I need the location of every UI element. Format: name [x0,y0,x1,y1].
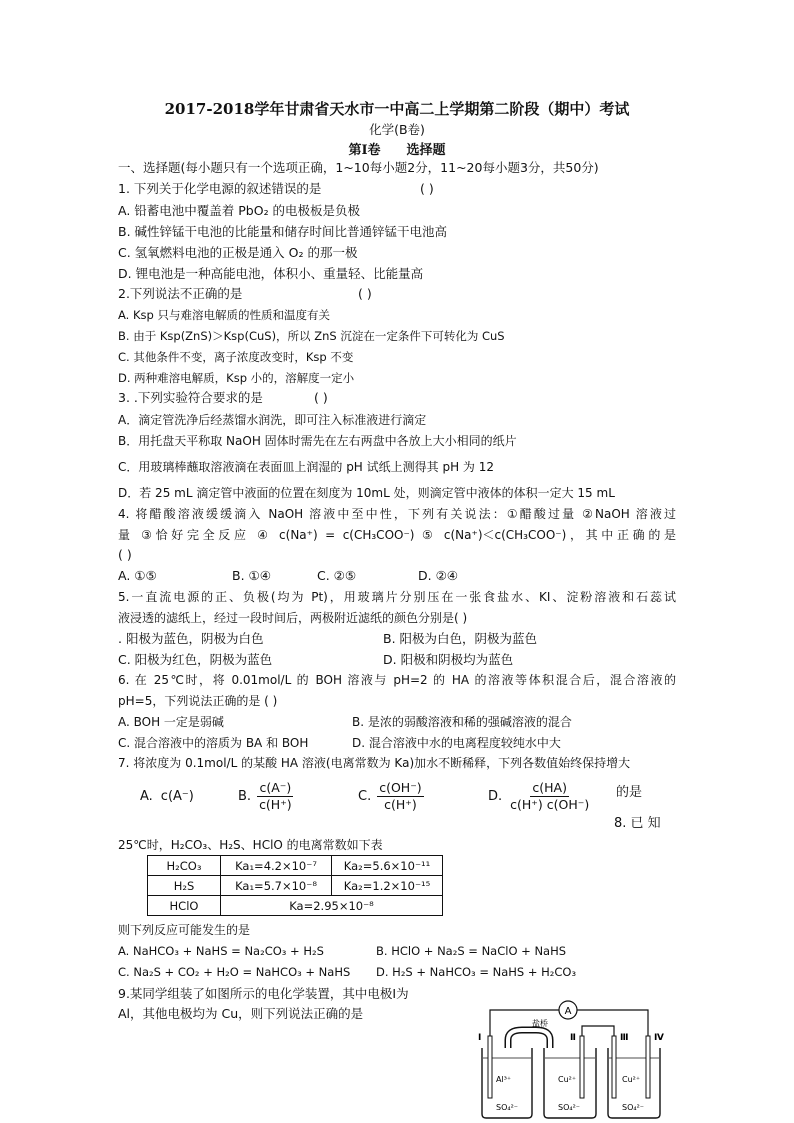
q1-answer-blank: ( ) [420,181,434,196]
q4-line3: ( ) [118,547,132,562]
q7-stem: 7. 将浓度为 0.1mol/L 的某酸 HA 溶液(电离常数为 Ka)加水不断稀释，下列各数值始终保持增大 [118,756,631,770]
q3-option-b: B．用托盘天平称取 NaOH 固体时需先在左右两盘中各放上大小相同的纸片 [118,434,517,448]
electrode-3 [612,1036,616,1098]
wire-middle [582,1026,614,1036]
table-cell: Ka₁=4.2×10⁻⁷ [221,856,332,876]
q2-option-b: B. 由于 Ksp(ZnS)＞Ksp(CuS)，所以 ZnS 沉淀在一定条件下可转化为 CuS [118,329,505,343]
table-cell: Ka₂=1.2×10⁻¹⁵ [332,876,443,896]
beaker-3-anion: SO₄²⁻ [622,1103,645,1112]
q8-after: 则下列反应可能发生的是 [118,923,251,937]
table-cell: Ka₁=5.7×10⁻⁸ [221,876,332,896]
q4-option-b: B. ①④ [232,568,271,583]
q5-option-b: B. 阳极为白色，阴极为蓝色 [383,631,538,646]
electrode-1-label: Ⅰ [478,1033,482,1043]
electrode-4-label: Ⅳ [654,1033,664,1043]
q8-option-a: A. NaHCO₃ + NaHS = Na₂CO₃ + H₂S [118,944,324,958]
q7-tail: 的是 [616,784,643,800]
section-heading [0,139,794,158]
q9-line1: 9.某同学组装了如图所示的电化学装置，其中电极Ⅰ为 [118,986,409,1001]
q2-answer-blank: ( ) [358,286,372,301]
q1-stem-text: 1. 下列关于化学电源的叙述错误的是 [118,181,322,196]
table-cell: H₂CO₃ [148,856,221,876]
q5-option-c: C. 阳极为红色，阴极为蓝色 [118,652,273,667]
q6-option-c: C. 混合溶液中的溶质为 BA 和 BOH [118,736,309,750]
instructions: 一、选择题(每小题只有一个选项正确，1~10每小题2分，11~20每小题3分，共50分) [118,160,599,175]
q3-stem-text: 3. .下列实验符合要求的是 [118,390,263,405]
q7-b-label: B. [238,788,252,804]
q7-a-label: A. [140,788,153,804]
q5-option-a: . 阳极为蓝色，阴极为白色 [118,631,264,646]
q3-stem [118,390,328,406]
q3-option-a: A．滴定管洗净后经蒸馏水润洗，即可注入标准液进行滴定 [118,413,427,427]
q5-line2: 液浸透的滤纸上，经过一段时间后，两极附近滤纸的颜色分别是( ) [118,611,468,625]
q3-answer-blank: ( ) [314,390,328,405]
table-cell: Ka=2.95×10⁻⁸ [221,896,443,916]
q9-line2: Al，其他电极均为 Cu，则下列说法正确的是 [118,1006,364,1021]
q1-option-c: C. 氢氧燃料电池的正极是通入 O₂ 的那一极 [118,245,358,260]
q6-line1: 6. 在 25℃时，将 0.01mol/L 的 BOH 溶液与 pH=2 的 HA 的溶液等体积混合后，混合溶液的 [118,673,676,687]
q4-option-c: C. ②⑤ [317,568,357,583]
q7-d-denominator: c(H⁺) c(OH⁻) [510,796,590,812]
q2-option-c: C. 其他条件不变，离子浓度改变时，Ksp 不变 [118,350,354,364]
q7-d-fraction [508,780,591,813]
beaker-2-cation: Cu²⁺ [558,1075,577,1084]
table-row [148,856,443,876]
beaker-1-anion: SO₄²⁻ [496,1103,519,1112]
q7-c-fraction [377,780,423,813]
ammeter-label: A [564,1006,572,1017]
q4-line2: 量 ③恰好完全反应 ④ c(Na⁺) = c(CH₃COO⁻) ⑤ c(Na⁺)＜c(CH₃COO⁻)，其中正确的是 [118,528,676,542]
q7-c-label: C. [358,788,372,804]
q8-option-c: C. Na₂S + CO₂ + H₂O = NaHCO₃ + NaHS [118,965,351,979]
table-cell: Ka₂=5.6×10⁻¹¹ [332,856,443,876]
q2-option-d: D. 两种难溶电解质，Ksp 小的，溶解度一定小 [118,371,355,385]
q7-option-c [358,776,424,816]
q7-b-fraction [257,780,294,813]
electrochemical-apparatus-diagram [470,996,680,1121]
q7-c-numerator: c(OH⁻) [379,779,422,795]
q3-option-c: C．用玻璃棒蘸取溶液滴在表面皿上润湿的 pH 试纸上测得其 pH 为 12 [118,460,495,474]
electrode-3-label: Ⅲ [620,1033,629,1043]
q8-option-d: D. H₂S + NaHCO₃ = NaHS + H₂CO₃ [376,965,577,979]
electrode-1 [488,1036,492,1098]
q6-option-a: A. BOH 一定是弱碱 [118,715,224,729]
beaker-2-anion: SO₄²⁻ [558,1103,581,1112]
q8-option-b: B. HClO + Na₂S = NaClO + NaHS [376,944,567,958]
ionization-constant-table [147,855,443,916]
salt-bridge-label: 盐桥 [532,1019,548,1028]
electrode-2 [580,1036,584,1098]
q5-line1: 5.一直流电源的正、负极(均为 Pt)，用玻璃片分别压在一张食盐水、KI、淀粉溶液和石蕊试 [118,590,676,604]
q1-option-d: D. 锂电池是一种高能电池，体积小、重量轻、比能量高 [118,266,424,281]
exam-title: 2017-2018学年甘肃省天水市一中高二上学期第二阶段（期中）考试 [164,100,630,118]
q7-option-a [140,776,194,816]
section-type: 选择题 [406,143,446,158]
q2-stem-text: 2.下列说法不正确的是 [118,286,243,301]
beaker-3-cation: Cu²⁺ [622,1075,641,1084]
q7-c-denominator: c(H⁺) [384,796,417,812]
q1-stem [118,181,434,197]
q6-option-b: B. 是浓的弱酸溶液和稀的强碱溶液的混合 [352,715,572,729]
beaker-1-cation: Al³⁺ [496,1075,512,1084]
q7-option-b [238,776,294,816]
table-row [148,876,443,896]
q4-option-d: D. ②④ [418,568,458,583]
section-volume: 第Ⅰ卷 [348,143,381,158]
table-cell: H₂S [148,876,221,896]
q3-option-d: D．若 25 mL 滴定管中液面的位置在刻度为 10mL 处，则滴定管中液体的体积一定大 15 mL [118,486,615,500]
q7-d-numerator: c(HA) [532,779,567,795]
q7-option-d [488,776,591,816]
q4-line1: 4. 将醋酸溶液缓缓滴入 NaOH 溶液中至中性，下列有关说法：①醋酸过量 ②NaOH 溶液过 [118,507,676,521]
q7-b-numerator: c(A⁻) [259,779,292,795]
q7-a-expr: c(A⁻) [160,788,194,804]
electrode-2-label: Ⅱ [570,1033,576,1043]
electrode-4 [646,1036,650,1098]
table-row [148,896,443,916]
q7-options [118,776,678,822]
q8-number: 8. 已 知 [614,816,661,831]
exam-subtitle: 化学(B卷) [369,122,425,137]
q1-option-a: A. 铅蓄电池中覆盖着 PbO₂ 的电极板是负极 [118,203,361,218]
q2-stem [118,286,372,302]
q4-option-a: A. ①⑤ [118,568,157,583]
q5-option-d: D. 阳极和阴极均为蓝色 [383,652,514,667]
q6-option-d: D. 混合溶液中水的电离程度较纯水中大 [352,736,561,750]
q2-option-a: A. Ksp 只与难溶电解质的性质和温度有关 [118,308,330,322]
q7-d-label: D. [488,788,503,804]
q1-option-b: B. 碱性锌锰干电池的比能量和储存时间比普通锌锰干电池高 [118,224,448,239]
wire-right [577,1010,648,1036]
q7-b-denominator: c(H⁺) [259,796,292,812]
q8-stem: 25℃时，H₂CO₃、H₂S、HClO 的电离常数如下表 [118,838,383,852]
table-cell: HClO [148,896,221,916]
q6-line2: pH=5，下列说法正确的是 ( ) [118,694,278,708]
